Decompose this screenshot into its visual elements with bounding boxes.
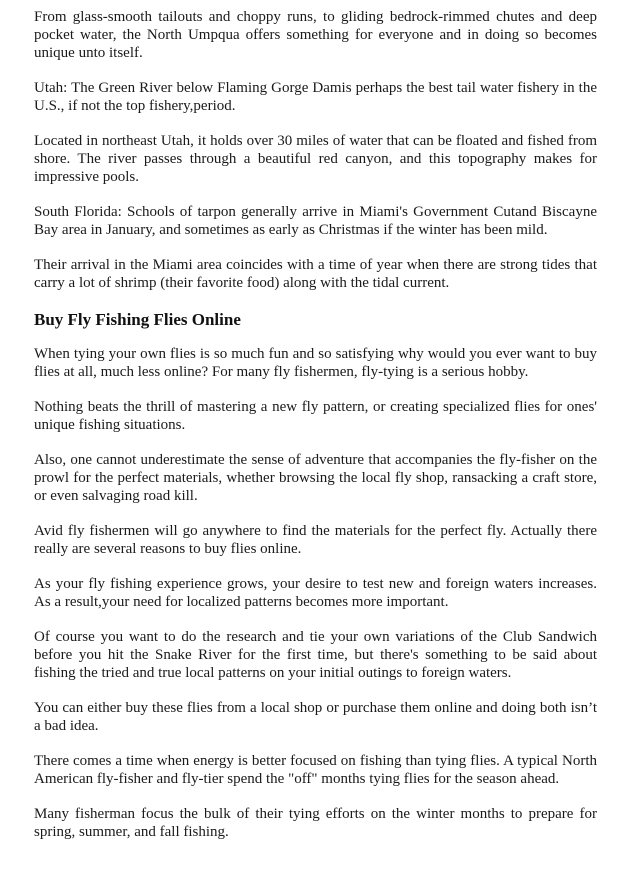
paragraph-northeast-utah: Located in northeast Utah, it holds over 30 miles of water that can be floated and fished from shore. The river passes through a beautiful red canyon, and this topography makes for impressive pools.	[34, 133, 597, 185]
paragraph-mastering-pattern: Nothing beats the thrill of mastering a new fly pattern, or creating specialized flies for ones' unique fishing situations.	[34, 399, 597, 433]
paragraph-miami-arrival: Their arrival in the Miami area coincides with a time of year when there are strong tides that carry a lot of shrimp (their favorite food) along with the tidal current.	[34, 257, 597, 291]
section-heading: Buy Fly Fishing Flies Online	[34, 310, 241, 329]
paragraph-energy-focus: There comes a time when energy is better focused on fishing than tying flies. A typical North American fly-fisher and fly-tier spend the "off" months tying flies for the season ahead.	[34, 753, 597, 787]
paragraph-south-florida: South Florida: Schools of tarpon generally arrive in Miami's Government Cutand Biscayne Bay area in January, and sometimes as early as Christmas if the winter has been mild.	[34, 204, 597, 238]
document-page	[34, 8, 597, 858]
paragraph-north-umpqua: From glass-smooth tailouts and choppy runs, to gliding bedrock-rimmed chutes and deep pocket water, the North Umpqua offers something for everyone and in doing so becomes unique unto itself.	[34, 9, 597, 61]
paragraph-adventure: Also, one cannot underestimate the sense of adventure that accompanies the fly-fisher on the prowl for the perfect materials, whether browsing the local fly shop, ransacking a craft store, or even salvaging road kill.	[34, 452, 597, 504]
paragraph-avid-fishermen: Avid fly fishermen will go anywhere to find the materials for the perfect fly. Actually there really are several reasons to buy flies online.	[34, 523, 597, 557]
paragraph-utah-green-river: Utah: The Green River below Flaming Gorge Damis perhaps the best tail water fishery in the U.S., if not the top fishery,period.	[34, 80, 597, 114]
paragraph-winter-months: Many fisherman focus the bulk of their tying efforts on the winter months to prepare for spring, summer, and fall fishing.	[34, 806, 597, 840]
paragraph-why-buy: When tying your own flies is so much fun and so satisfying why would you ever want to buy flies at all, much less online? For many fly fishermen, fly-tying is a serious hobby.	[34, 346, 597, 380]
paragraph-club-sandwich: Of course you want to do the research and tie your own variations of the Club Sandwich before you hit the Snake River for the first time, but there's something to be said about fishing the tried and true local patterns on your initial outings to foreign waters.	[34, 629, 597, 681]
paragraph-local-shop: You can either buy these flies from a local shop or purchase them online and doing both isn’t a bad idea.	[34, 700, 597, 734]
paragraph-experience-grows: As your fly fishing experience grows, your desire to test new and foreign waters increases. As a result,your need for localized patterns becomes more important.	[34, 576, 597, 610]
